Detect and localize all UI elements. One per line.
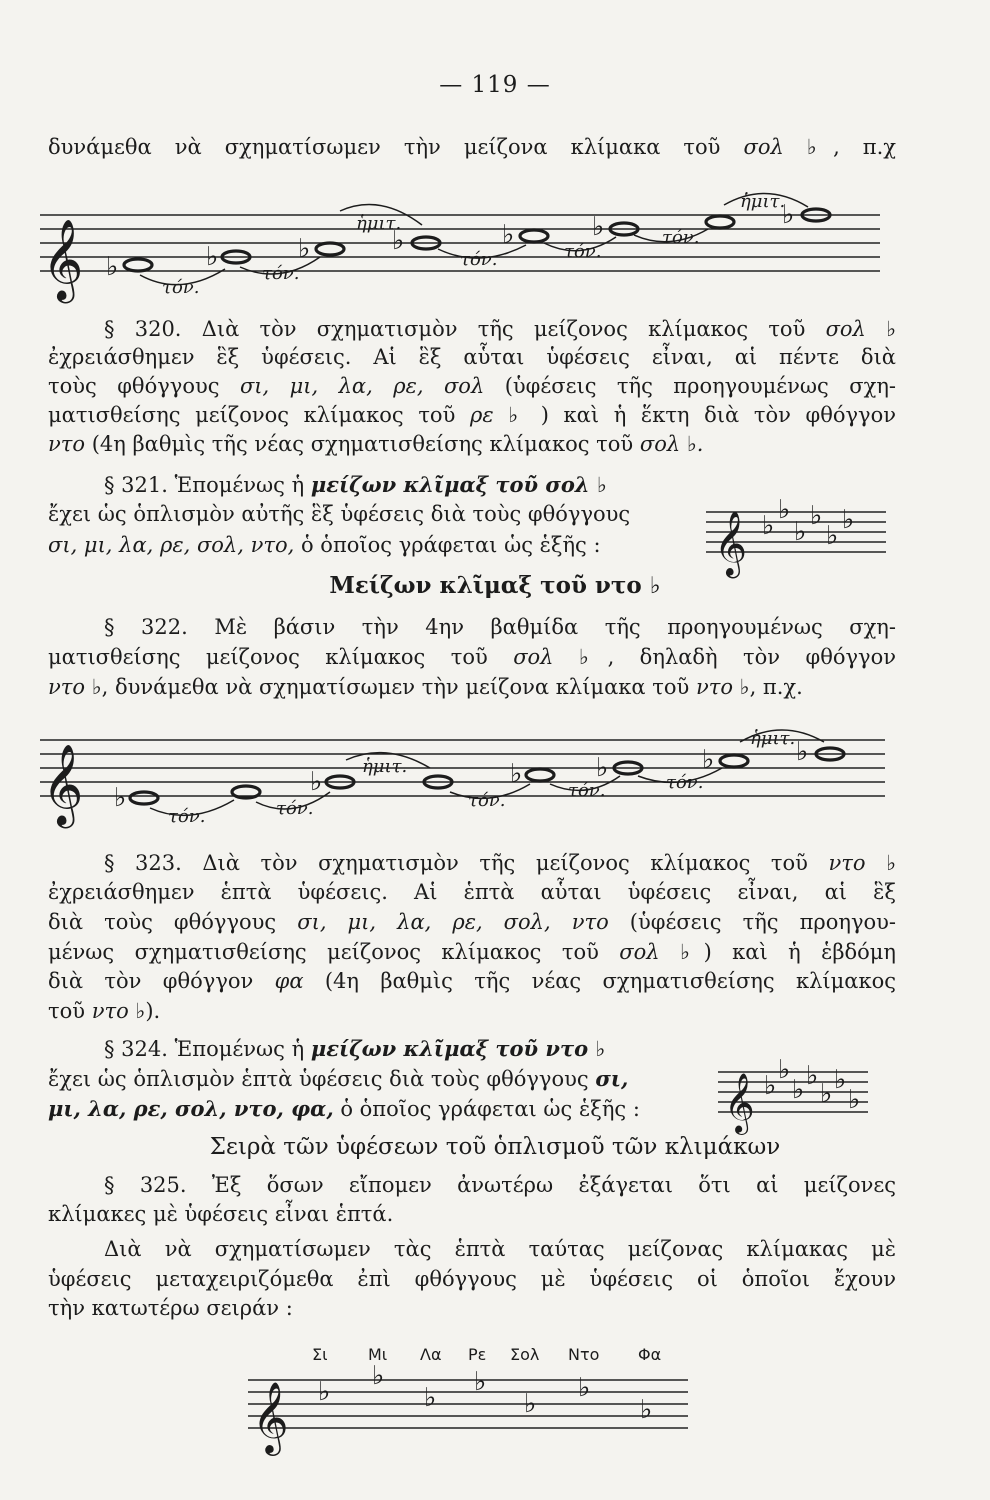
note-name-span: ντο ♭: [91, 999, 146, 1023]
flat-symbol: ♭: [806, 1061, 819, 1091]
note-7: [702, 745, 748, 775]
whole-tone-label: τόν.: [568, 780, 606, 801]
note-name-la: Λα: [420, 1345, 442, 1364]
s321-line-2: ἔχει ὡς ὁπλισμὸν αὐτῆς ἓξ ὑφέσεις διὰ τοὺς φθόγγους: [48, 502, 631, 526]
svg-text:♭: ♭: [502, 220, 515, 250]
scale-name-span: μείζων κλῖμαξ τοῦ σολ ♭: [310, 472, 607, 497]
note-name-span: ντο ♭: [828, 851, 896, 875]
text-span: τοῦ: [48, 999, 92, 1023]
note-name-span: ντο ♭: [695, 675, 750, 699]
text-span: διὰ τὸν φθόγγον: [48, 969, 275, 993]
flat-sol: ♭: [524, 1389, 537, 1419]
key-signature-six-flats: [706, 492, 896, 582]
last-line-3: τὴν κατωτέρω σειράν :: [48, 1296, 293, 1320]
note-name-fa: Φα: [638, 1345, 662, 1364]
svg-text:♭: ♭: [106, 252, 119, 282]
text-span: , π.χ.: [749, 675, 803, 699]
flat-symbol: ♭: [778, 495, 791, 525]
s320-line-3: [48, 371, 896, 401]
svg-text:♭: ♭: [592, 212, 605, 242]
text-span: ) καὶ ἡ ἕκτη διὰ τὸν φθόγγον: [526, 403, 896, 427]
note-3: [298, 234, 344, 264]
whole-tone-label: τόν.: [162, 277, 200, 298]
note-name-mi: Μι: [368, 1345, 388, 1364]
last-line-2: ὑφέσεις μεταχειριζόμεθα ἐπὶ φθόγγους μὲ ὑφέσεις οἱ ὁποῖοι ἔχουν: [48, 1267, 896, 1291]
text-span: ὁ ὁποῖος γράφεται ὡς ἑξῆς :: [333, 1097, 640, 1121]
text-span: μένως σχηματισθείσης μείζονος κλίμακος τοῦ: [48, 940, 620, 964]
note-name-nto: Ντο: [568, 1345, 600, 1364]
scale-name-span: μείζων κλῖμαξ τοῦ ντο ♭: [310, 1036, 606, 1061]
note-name-si: Σι: [312, 1345, 328, 1364]
note-name-sol: Σολ: [510, 1345, 540, 1364]
s325-line-1: § 325. Ἐξ ὅσων εἴπομεν ἀνωτέρω ἐξάγεται ὅτι αἱ μείζονες: [104, 1173, 896, 1197]
text-span: , π.χ: [833, 135, 896, 159]
svg-text:♭: ♭: [206, 242, 219, 272]
note-name-span: σολ ♭: [619, 940, 704, 964]
svg-text:♭: ♭: [702, 745, 715, 775]
treble-clef-icon: 𝄞: [252, 1380, 289, 1453]
heading-c-flat-major: Μείζων κλῖμαξ τοῦ ντο ♭: [329, 572, 661, 599]
s320-line-4: [48, 400, 896, 430]
svg-text:♭: ♭: [310, 767, 323, 797]
heading-flat-order: Σειρὰ τῶν ὑφέσεων τοῦ ὁπλισμοῦ τῶν κλιμάκων: [209, 1134, 781, 1160]
s323-line-4: [48, 937, 896, 967]
s320-line-1: [104, 314, 896, 344]
key-signature-seven-flats: [718, 1056, 898, 1136]
flat-symbol: ♭: [764, 1071, 777, 1101]
s324-line-2: [48, 1064, 708, 1094]
svg-text:♭: ♭: [114, 783, 127, 813]
flat-nto: ♭: [578, 1373, 591, 1403]
s324-line-3: [48, 1094, 708, 1124]
text-span: ματισθείσης μείζονος κλίμακος τοῦ: [48, 403, 470, 427]
treble-clef-icon: 𝄞: [42, 743, 84, 825]
svg-text:♭: ♭: [796, 737, 809, 767]
note-name-span: σι, μι, λα, ρε, σολ, ντο,: [48, 533, 295, 557]
s322-line-3: [48, 672, 896, 702]
note-name-span: μι, λα, ρε, σολ, ντο, φα,: [48, 1096, 334, 1121]
note-7: [706, 216, 734, 228]
text-span: ματισθείσης μείζονος κλίμακος τοῦ: [48, 645, 514, 669]
text-span: (4η βαθμὶς τῆς νέας σχηματισθείσης κλίμακος τοῦ: [85, 432, 640, 456]
note-name-span: ρε ♭: [469, 403, 527, 427]
s321-line-3: [48, 530, 708, 560]
intro-line: [48, 132, 896, 162]
whole-tone-label: τόν.: [468, 790, 506, 811]
half-tone-label: ἡμιτ.: [362, 756, 408, 777]
note-8: [796, 737, 844, 767]
staff-gflat-major: [40, 185, 940, 315]
half-tone-label: ἡμιτ.: [750, 728, 796, 749]
whole-tone-label: τόν.: [460, 249, 498, 270]
last-line-1: Διὰ νὰ σχηματίσωμεν τὰς ἑπτὰ ταύτας μείζονας κλίμακας μὲ: [104, 1237, 896, 1261]
text-span: § 321. Ἑπομένως ἡ: [104, 473, 311, 497]
s323-line-2: ἐχρειάσθημεν ἑπτὰ ὑφέσεις. Αἱ ἑπτὰ αὗται ὑφέσεις εἶναι, αἱ ἓξ: [48, 880, 896, 904]
text-span: δυνάμεθα νὰ σχηματίσωμεν τὴν μείζονα κλίμακα τοῦ: [48, 135, 744, 159]
note-name-span: ντο: [48, 432, 86, 456]
whole-tone-label: τόν.: [564, 241, 602, 262]
flat-la: ♭: [424, 1383, 437, 1413]
note-5: [510, 759, 554, 789]
s322-line-1: § 322. Μὲ βάσιν τὴν 4ην βαθμίδα τῆς προηγουμένως σχη-: [104, 615, 896, 639]
text-span: ).: [145, 999, 161, 1023]
flat-symbol: ♭: [794, 517, 807, 547]
s320-line-2: ἐχρειάσθημεν ἓξ ὑφέσεις. Αἱ ἓξ αὗται ὑφέσεις εἶναι, αἱ πέντε διὰ: [48, 345, 896, 369]
whole-tone-label: τόν.: [276, 798, 314, 819]
flat-symbol: ♭: [762, 511, 775, 541]
flat-symbol: ♭: [834, 1065, 847, 1095]
text-span: διὰ τοὺς φθόγγους: [48, 910, 298, 934]
text-span: ) καὶ ἡ ἑβδόμη: [703, 940, 896, 964]
note-name-span: σι,: [595, 1066, 629, 1091]
s323-line-3: [48, 907, 896, 937]
flat-symbol: ♭: [778, 1055, 791, 1085]
s322-line-2: [48, 642, 896, 672]
flat-si: ♭: [318, 1377, 331, 1407]
text-span: , δηλαδὴ τὸν φθόγγον: [607, 645, 896, 669]
svg-text:♭: ♭: [782, 200, 795, 230]
s320-line-5: [48, 429, 896, 459]
staff-cflat-major: [40, 710, 940, 840]
note-name-span: σι, μι, λα, ρε, σολ: [239, 374, 485, 398]
flat-symbol: ♭: [810, 501, 823, 531]
text-span: § 324. Ἑπομένως ἡ: [104, 1037, 311, 1061]
text-span: § 323. Διὰ τὸν σχηματισμὸν τῆς μείζονος κλίμακος τοῦ: [104, 851, 829, 875]
note-name-span: ντο ♭: [48, 675, 102, 699]
flat-symbol: ♭: [848, 1085, 861, 1115]
whole-tone-label: τόν.: [662, 227, 700, 248]
s323-line-5: [48, 966, 896, 996]
text-span: (4η βαθμὶς τῆς νέας σχηματισθείσης κλίμακος: [303, 969, 896, 993]
note-name-re: Ρε: [468, 1345, 487, 1364]
whole-tone-label: τόν.: [666, 772, 704, 793]
text-span: τοὺς φθόγγους: [48, 374, 240, 398]
flat-symbol: ♭: [792, 1075, 805, 1105]
svg-text:♭: ♭: [596, 753, 609, 783]
treble-clef-icon: 𝄞: [42, 218, 84, 300]
text-span: ἔχει ὡς ὁπλισμὸν ἑπτὰ ὑφέσεις διὰ τοὺς φθόγγους: [48, 1067, 596, 1091]
flat-symbol: ♭: [826, 521, 839, 551]
s323-line-1: [104, 848, 896, 878]
note-name-span: σολ ♭: [825, 317, 896, 341]
page-number: — 119 —: [439, 72, 551, 98]
s325-line-2: κλίμακες μὲ ὑφέσεις εἶναι ἑπτά.: [48, 1202, 394, 1226]
whole-tone-label: τόν.: [262, 263, 300, 284]
flat-re: ♭: [474, 1367, 487, 1397]
note-name-span: σολ ♭.: [639, 432, 704, 456]
svg-text:♭: ♭: [510, 759, 523, 789]
staff-flat-order: [248, 1340, 728, 1453]
treble-clef-icon: 𝄞: [724, 1073, 755, 1133]
note-name-span: σολ ♭: [513, 645, 608, 669]
text-span: § 320. Διὰ τὸν σχηματισμὸν τῆς μείζονος κλίμακος τοῦ: [104, 317, 826, 341]
svg-text:♭: ♭: [298, 234, 311, 264]
svg-text:♭: ♭: [392, 226, 405, 256]
flat-symbol: ♭: [842, 505, 855, 535]
text-span: , δυνάμεθα νὰ σχηματίσωμεν τὴν μείζονα κλίμακα τοῦ: [101, 675, 696, 699]
s323-line-6: [48, 996, 896, 1026]
half-tone-label: ἡμιτ.: [356, 213, 402, 234]
note-name-span: σι, μι, λα, ρε, σολ, ντο: [297, 910, 609, 934]
whole-tone-label: τόν.: [168, 806, 206, 827]
treble-clef-icon: 𝄞: [714, 511, 748, 576]
text-span: ὁ ὁποῖος γράφεται ὡς ἑξῆς :: [294, 533, 601, 557]
note-name-span: φα: [274, 969, 304, 993]
text-span: (ὑφέσεις τῆς προηγουμένως σχη-: [484, 374, 896, 398]
half-tone-label: ἡμιτ.: [740, 191, 786, 212]
flat-mi: ♭: [372, 1361, 385, 1391]
note-name-span: σολ ♭: [743, 135, 834, 159]
flat-fa: ♭: [640, 1395, 653, 1425]
text-span: (ὑφέσεις τῆς προηγου-: [608, 910, 896, 934]
flat-symbol: ♭: [820, 1079, 833, 1109]
